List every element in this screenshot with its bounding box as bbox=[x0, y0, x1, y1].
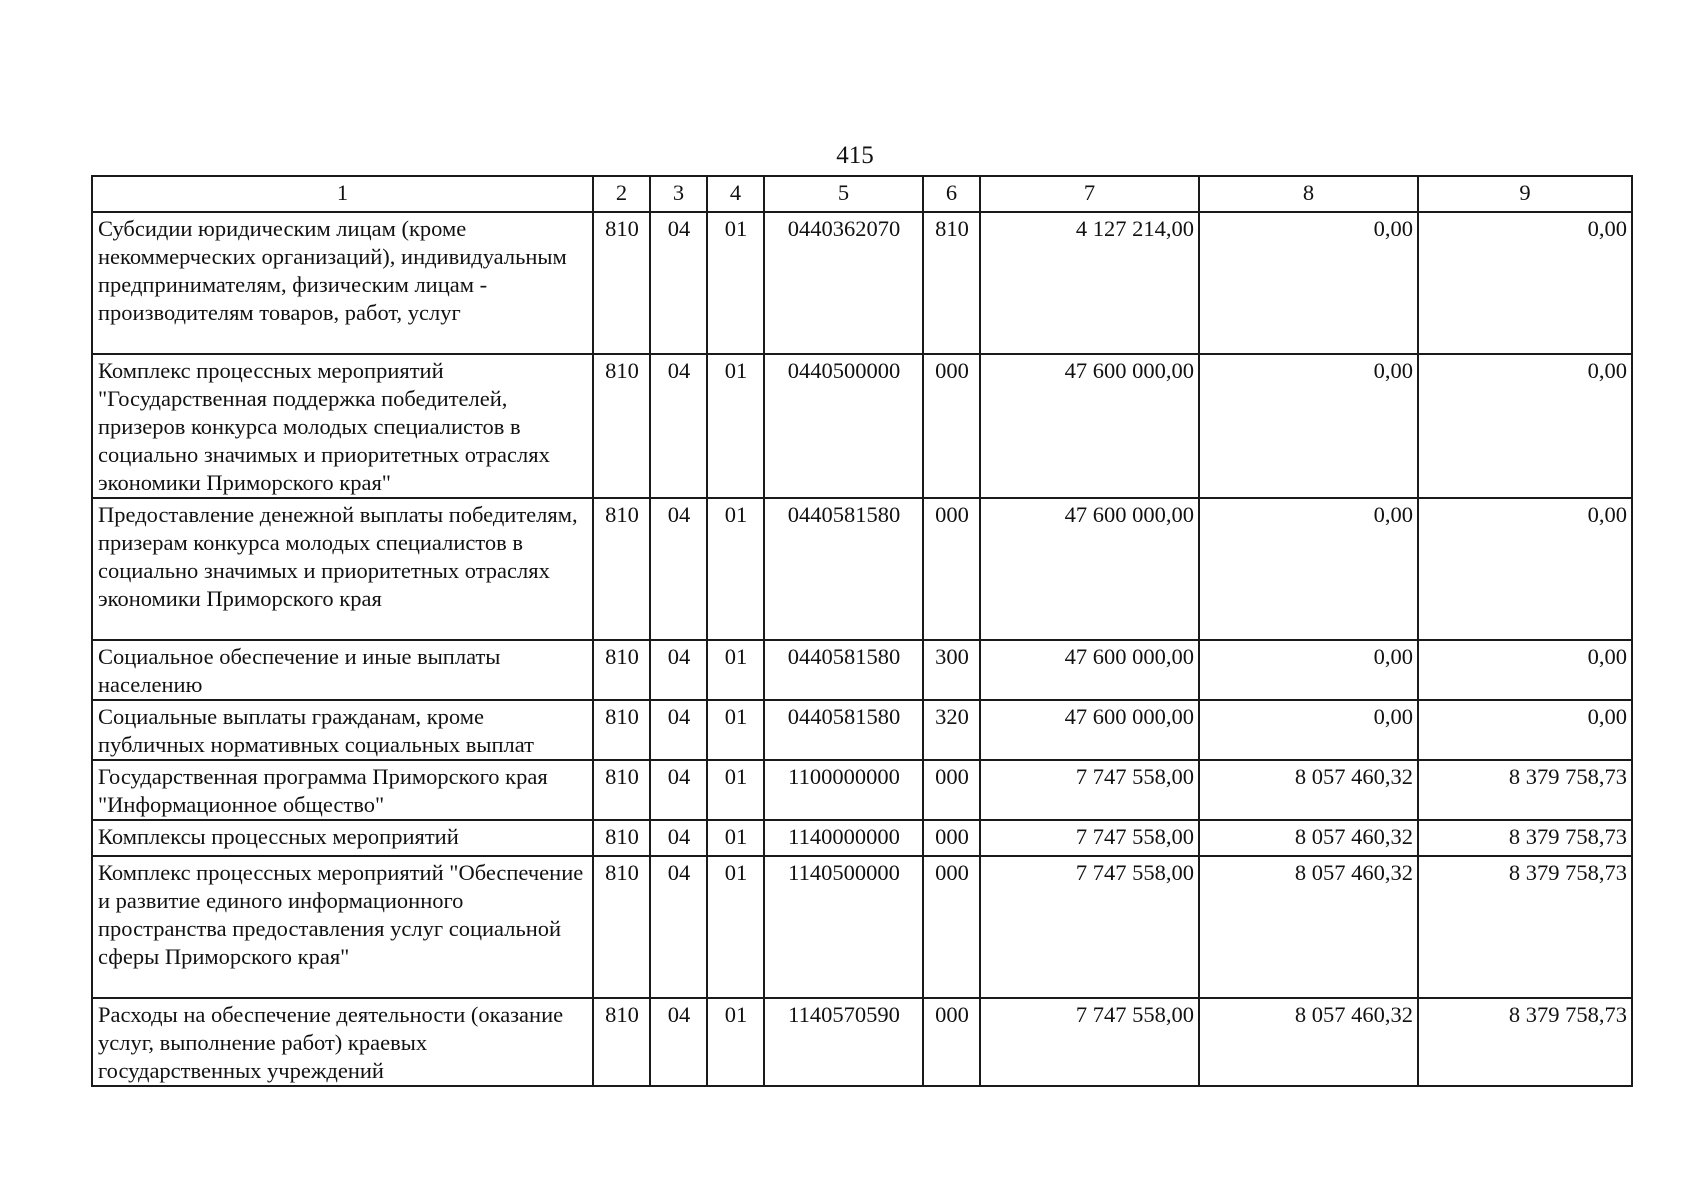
row-amount-8: 0,00 bbox=[1199, 498, 1418, 640]
row-code-3: 04 bbox=[650, 212, 707, 354]
row-code-5: 1100000000 bbox=[764, 760, 923, 820]
row-code-6: 000 bbox=[923, 760, 980, 820]
row-amount-7: 47 600 000,00 bbox=[980, 354, 1199, 498]
header-col-7: 7 bbox=[980, 176, 1199, 212]
row-code-2: 810 bbox=[593, 856, 650, 998]
row-code-3: 04 bbox=[650, 700, 707, 760]
row-amount-8: 0,00 bbox=[1199, 354, 1418, 498]
row-code-5: 1140000000 bbox=[764, 820, 923, 856]
table-row bbox=[92, 856, 1632, 998]
row-name: Субсидии юридическим лицам (кроме некоммерческих организаций), индивидуальным предпринимателям, физическим лицам - производителям товаров, работ, услуг bbox=[92, 212, 593, 354]
table-row bbox=[92, 498, 1632, 640]
row-name: Комплекс процессных мероприятий "Государственная поддержка победителей, призеров конкурса молодых специалистов в социально значимых и приоритетных отраслях экономики Приморского края" bbox=[92, 354, 593, 498]
header-col-5: 5 bbox=[764, 176, 923, 212]
row-amount-9: 8 379 758,73 bbox=[1418, 998, 1632, 1086]
row-code-4: 01 bbox=[707, 856, 764, 998]
row-amount-9: 0,00 bbox=[1418, 498, 1632, 640]
row-code-6: 000 bbox=[923, 498, 980, 640]
row-amount-8: 0,00 bbox=[1199, 700, 1418, 760]
row-code-4: 01 bbox=[707, 498, 764, 640]
row-code-2: 810 bbox=[593, 498, 650, 640]
row-code-2: 810 bbox=[593, 212, 650, 354]
header-col-6: 6 bbox=[923, 176, 980, 212]
table-row bbox=[92, 212, 1632, 354]
row-amount-9: 0,00 bbox=[1418, 212, 1632, 354]
table-row bbox=[92, 354, 1632, 498]
header-col-4: 4 bbox=[707, 176, 764, 212]
row-amount-7: 4 127 214,00 bbox=[980, 212, 1199, 354]
row-code-2: 810 bbox=[593, 760, 650, 820]
row-code-6: 300 bbox=[923, 640, 980, 700]
row-code-5: 0440581580 bbox=[764, 700, 923, 760]
page-number: 415 bbox=[836, 142, 874, 169]
header-col-9: 9 bbox=[1418, 176, 1632, 212]
row-code-6: 000 bbox=[923, 856, 980, 998]
row-code-6: 000 bbox=[923, 354, 980, 498]
row-amount-8: 0,00 bbox=[1199, 640, 1418, 700]
row-code-3: 04 bbox=[650, 498, 707, 640]
row-amount-8: 8 057 460,32 bbox=[1199, 820, 1418, 856]
row-code-3: 04 bbox=[650, 856, 707, 998]
row-code-5: 0440581580 bbox=[764, 640, 923, 700]
table-row bbox=[92, 820, 1632, 856]
table-row bbox=[92, 700, 1632, 760]
row-amount-7: 7 747 558,00 bbox=[980, 856, 1199, 998]
budget-table bbox=[91, 175, 1633, 1087]
row-code-4: 01 bbox=[707, 640, 764, 700]
row-code-2: 810 bbox=[593, 640, 650, 700]
row-code-2: 810 bbox=[593, 700, 650, 760]
row-code-2: 810 bbox=[593, 820, 650, 856]
row-code-5: 1140570590 bbox=[764, 998, 923, 1086]
row-name: Предоставление денежной выплаты победителям, призерам конкурса молодых специалистов в социально значимых и приоритетных отраслях экономики Приморского края bbox=[92, 498, 593, 640]
row-amount-9: 8 379 758,73 bbox=[1418, 820, 1632, 856]
row-amount-9: 0,00 bbox=[1418, 640, 1632, 700]
row-amount-8: 8 057 460,32 bbox=[1199, 760, 1418, 820]
row-code-6: 000 bbox=[923, 998, 980, 1086]
row-amount-9: 8 379 758,73 bbox=[1418, 856, 1632, 998]
row-code-3: 04 bbox=[650, 760, 707, 820]
row-code-3: 04 bbox=[650, 640, 707, 700]
row-code-4: 01 bbox=[707, 998, 764, 1086]
row-name: Социальные выплаты гражданам, кроме публичных нормативных социальных выплат bbox=[92, 700, 593, 760]
row-amount-7: 7 747 558,00 bbox=[980, 820, 1199, 856]
row-code-5: 0440362070 bbox=[764, 212, 923, 354]
row-name: Государственная программа Приморского края "Информационное общество" bbox=[92, 760, 593, 820]
row-amount-9: 0,00 bbox=[1418, 700, 1632, 760]
row-code-6: 000 bbox=[923, 820, 980, 856]
row-amount-7: 7 747 558,00 bbox=[980, 998, 1199, 1086]
row-amount-9: 8 379 758,73 bbox=[1418, 760, 1632, 820]
row-amount-7: 7 747 558,00 bbox=[980, 760, 1199, 820]
row-code-2: 810 bbox=[593, 354, 650, 498]
row-code-4: 01 bbox=[707, 820, 764, 856]
row-code-4: 01 bbox=[707, 700, 764, 760]
row-code-5: 0440500000 bbox=[764, 354, 923, 498]
header-col-3: 3 bbox=[650, 176, 707, 212]
row-amount-9: 0,00 bbox=[1418, 354, 1632, 498]
row-code-4: 01 bbox=[707, 212, 764, 354]
row-amount-8: 0,00 bbox=[1199, 212, 1418, 354]
row-code-2: 810 bbox=[593, 998, 650, 1086]
row-code-3: 04 bbox=[650, 354, 707, 498]
row-amount-8: 8 057 460,32 bbox=[1199, 856, 1418, 998]
header-col-1: 1 bbox=[92, 176, 593, 212]
row-name: Комплексы процессных мероприятий bbox=[92, 820, 593, 856]
row-code-5: 1140500000 bbox=[764, 856, 923, 998]
table-row bbox=[92, 640, 1632, 700]
row-code-3: 04 bbox=[650, 998, 707, 1086]
row-code-5: 0440581580 bbox=[764, 498, 923, 640]
row-amount-7: 47 600 000,00 bbox=[980, 498, 1199, 640]
row-code-6: 810 bbox=[923, 212, 980, 354]
row-code-6: 320 bbox=[923, 700, 980, 760]
header-col-2: 2 bbox=[593, 176, 650, 212]
row-amount-7: 47 600 000,00 bbox=[980, 640, 1199, 700]
table-row bbox=[92, 998, 1632, 1086]
row-code-4: 01 bbox=[707, 760, 764, 820]
row-name: Расходы на обеспечение деятельности (оказание услуг, выполнение работ) краевых государственных учреждений bbox=[92, 998, 593, 1086]
table-row bbox=[92, 760, 1632, 820]
row-amount-8: 8 057 460,32 bbox=[1199, 998, 1418, 1086]
header-col-8: 8 bbox=[1199, 176, 1418, 212]
row-code-4: 01 bbox=[707, 354, 764, 498]
table-header-row bbox=[92, 176, 1632, 212]
row-name: Социальное обеспечение и иные выплаты населению bbox=[92, 640, 593, 700]
row-amount-7: 47 600 000,00 bbox=[980, 700, 1199, 760]
row-code-3: 04 bbox=[650, 820, 707, 856]
row-name: Комплекс процессных мероприятий "Обеспечение и развитие единого информационного пространства предоставления услуг социальной сферы Приморского края" bbox=[92, 856, 593, 998]
